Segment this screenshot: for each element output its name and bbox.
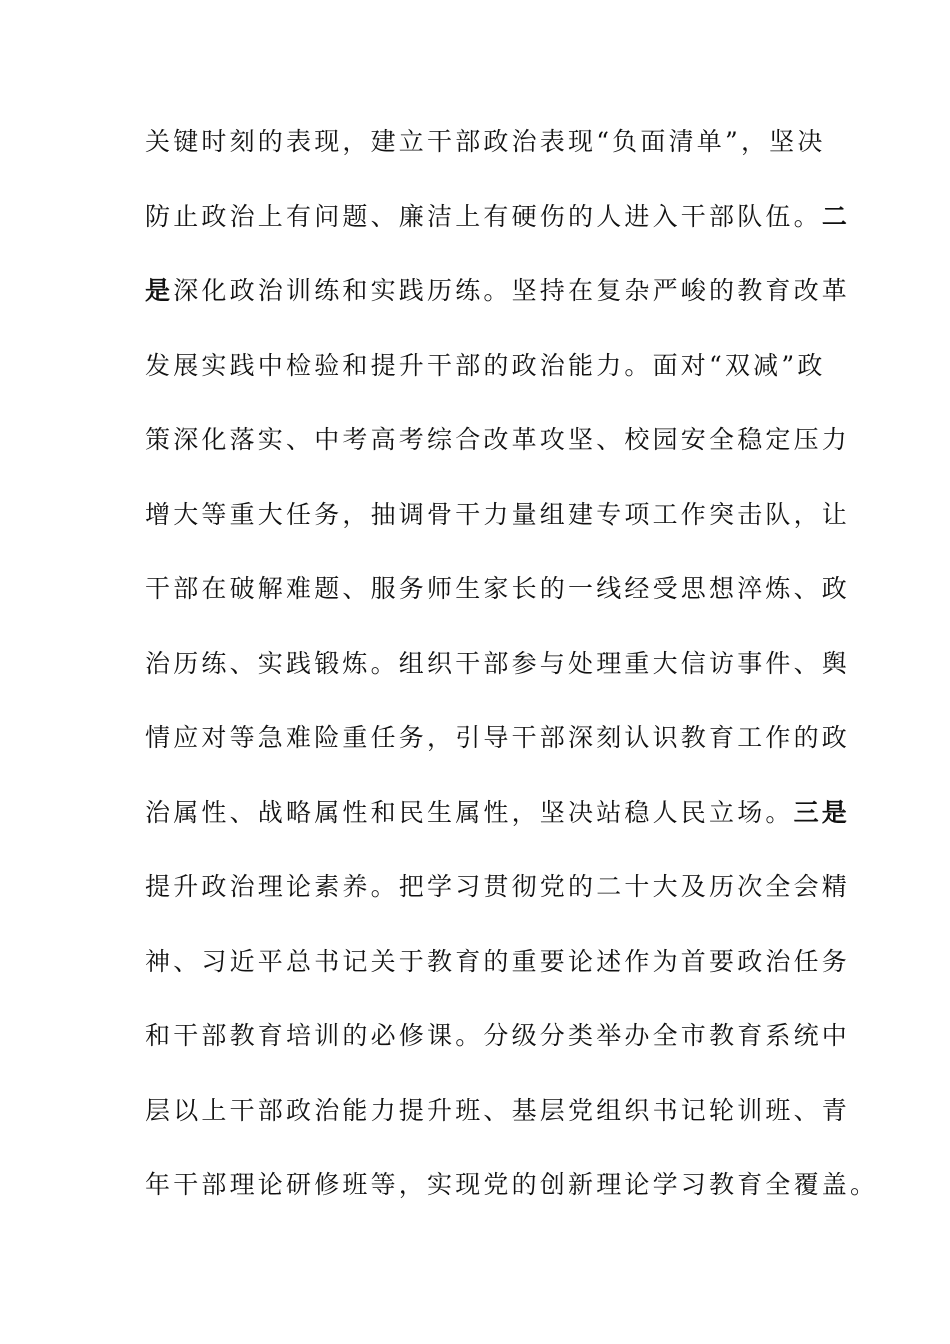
- text-line: [145, 640, 851, 715]
- line-segment: 治属性、战略属性和民生属性，坚决站稳人民立场。: [145, 797, 794, 827]
- text-line: [145, 1012, 851, 1087]
- text-line: [145, 1161, 879, 1236]
- text-line: [145, 714, 851, 789]
- line-segment: 深化政治训练和实践历练。坚持在复杂严峻的教育改革: [173, 276, 851, 305]
- line-segment: 关键时刻的表现，建立干部政治表现“负面清单”，坚决: [145, 127, 826, 156]
- text-line: [145, 565, 851, 640]
- text-line: [145, 193, 851, 268]
- bold-marker: 三是: [793, 797, 851, 827]
- line-segment: 层以上干部政治能力提升班、基层党组织书记轮训班、青: [145, 1095, 851, 1125]
- text-line: [145, 789, 851, 864]
- bold-marker: 二: [821, 201, 851, 231]
- line-segment: 和干部教育培训的必修课。分级分类举办全市教育系统中: [145, 1021, 851, 1050]
- text-line: [145, 267, 851, 342]
- line-segment: 提升政治理论素养。把学习贯彻党的二十大及历次全会精: [145, 872, 851, 901]
- line-segment: 情应对等急难险重任务，引导干部深刻认识教育工作的政: [145, 723, 851, 752]
- text-line: [145, 863, 851, 938]
- line-segment: 神、习近平总书记关于教育的重要论述作为首要政治任务: [145, 946, 851, 976]
- line-segment: 发展实践中检验和提升干部的政治能力。面对“双减”政: [145, 350, 826, 380]
- line-segment: 治历练、实践锻炼。组织干部参与处理重大信访事件、舆: [145, 648, 851, 678]
- text-line: [145, 1087, 851, 1162]
- line-segment: 干部在破解难题、服务师生家长的一线经受思想淬炼、政: [145, 574, 851, 603]
- bold-marker: 是: [145, 276, 174, 305]
- line-segment: 年干部理论研修班等，实现党的创新理论学习教育全覆盖。: [145, 1170, 879, 1199]
- text-line: [145, 938, 851, 1013]
- text-line: [145, 416, 851, 491]
- body-paragraph: [145, 118, 879, 1236]
- line-segment: 增大等重大任务，抽调骨干力量组建专项工作突击队，让: [145, 499, 851, 529]
- line-segment: 策深化落实、中考高考综合改革攻坚、校园安全稳定压力: [145, 425, 851, 454]
- text-line: [145, 342, 825, 417]
- text-line: [145, 491, 851, 566]
- line-segment: 防止政治上有问题、廉洁上有硬伤的人进入干部队伍。: [145, 201, 822, 231]
- text-line: [145, 118, 825, 193]
